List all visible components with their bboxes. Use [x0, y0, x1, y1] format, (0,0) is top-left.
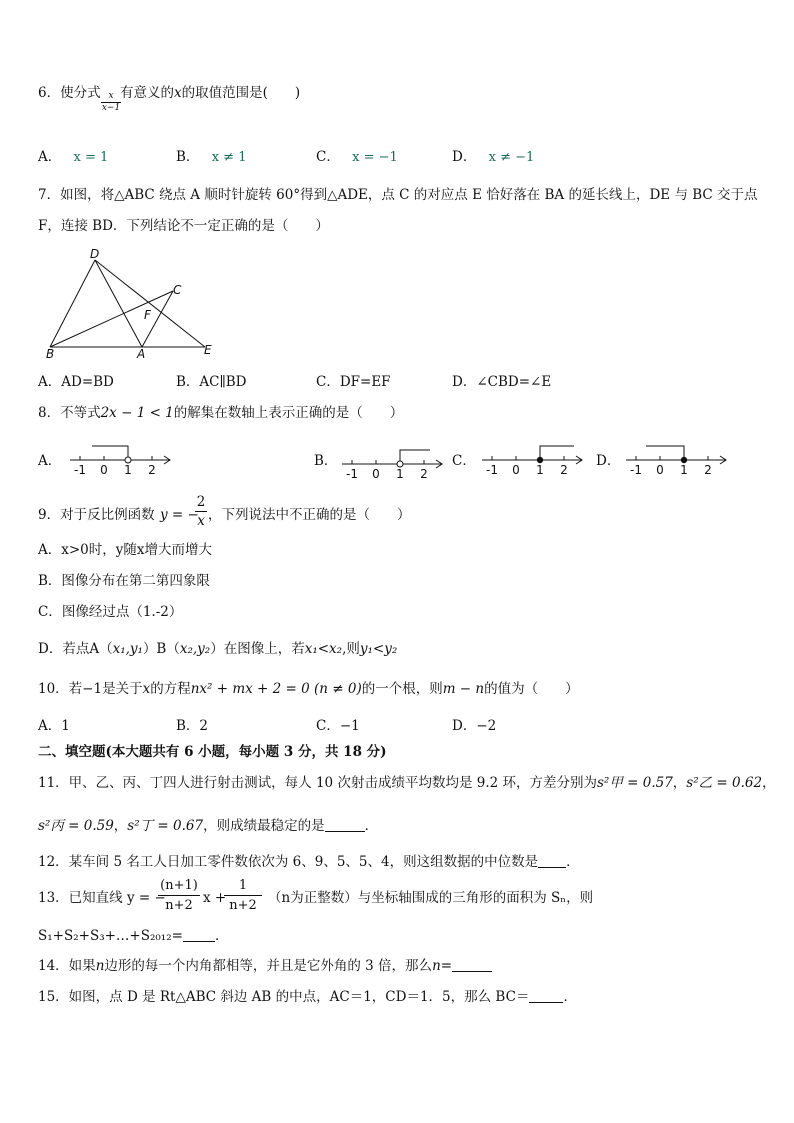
label-c: C [173, 283, 182, 297]
section-2-heading: 二、填空题(本大题共有 6 小题，每小题 3 分，共 18 分) [38, 744, 387, 760]
answer-blank[interactable] [529, 990, 563, 1003]
q7-line1: 7．如图，将△ABC 绕点 A 顺时针旋转 60°得到△ADE，点 C 的对应点 E 恰好落在 BA 的延长线上，DE 与 BC 交于点 [38, 187, 758, 203]
tick-label: 1 [536, 463, 544, 477]
q7-figure [40, 246, 220, 362]
expression: m − n [442, 681, 485, 697]
q7-option-d[interactable]: D．∠CBD=∠E [452, 374, 552, 390]
q9-func-lhs: y = − [160, 507, 199, 523]
question-8 [38, 404, 403, 422]
answer-blank[interactable] [538, 855, 566, 868]
q6-option-c[interactable] [316, 148, 398, 167]
q7-option-b[interactable]: B．AC∥BD [176, 374, 247, 390]
q7-option-c[interactable]: C．DF=EF [316, 374, 391, 390]
line-bc [50, 291, 173, 347]
option-value: x = 1 [73, 150, 109, 165]
text: ． [214, 928, 229, 944]
q9-text-b: ，下列说法中不正确的是（ ） [208, 507, 411, 523]
variance-ding: s²丁 = 0.67 [127, 818, 204, 834]
q9-option-c[interactable]: C．图像经过点（1.-2） [38, 604, 183, 620]
line-da [95, 260, 142, 347]
frac-num: (n+1) [158, 876, 200, 896]
q9-frac-den: x [197, 513, 205, 529]
tick-label: -1 [486, 463, 498, 477]
q10-option-b[interactable]: B．2 [176, 718, 209, 734]
text: D．若点A（ [38, 641, 113, 657]
q10-option-c[interactable]: C．−1 [316, 718, 360, 734]
question-10 [38, 680, 579, 698]
tick-label: 2 [420, 467, 428, 480]
text: 的方程 [150, 681, 191, 697]
q13-text-b: （n为正整数）与坐标轴围成的三角形的面积为 Sₙ，则 [268, 890, 594, 906]
tick-label: 2 [704, 463, 712, 477]
tick-label: 1 [396, 467, 404, 480]
q13-fraction-1 [158, 876, 200, 915]
q6-option-a[interactable] [38, 148, 108, 167]
variance-bing: s²丙 = 0.59 [38, 818, 114, 834]
line-de [95, 260, 205, 347]
q9-frac-num: 2 [196, 494, 206, 510]
frac-den: n+2 [229, 898, 257, 913]
var: n [95, 958, 105, 974]
point-1: x₁,y₁ [112, 641, 143, 657]
q11-line2 [38, 817, 378, 835]
label-f: F [144, 308, 151, 322]
q10-option-a[interactable]: A．1 [38, 718, 70, 734]
text: 的值为（ ） [484, 681, 579, 697]
answer-blank[interactable] [183, 929, 215, 942]
q8-number-line-b[interactable] [338, 442, 448, 480]
q6-option-d[interactable] [452, 148, 534, 167]
text: ）在图像上，若 [210, 641, 305, 657]
q8-option-a-label[interactable]: A． [38, 453, 62, 469]
answer-blank[interactable] [452, 959, 492, 972]
label-e: E [204, 343, 212, 357]
option-label: D． [452, 149, 477, 165]
q7-option-a[interactable]: A．AD=BD [38, 374, 114, 390]
text: 15．如图，点 D 是 Rt△ABC 斜边 AB 的中点，AC＝1，CD＝1．5，那么 BC＝ [38, 989, 530, 1005]
variance-jia: s²甲 = 0.57 [597, 775, 673, 791]
solution-bracket [400, 450, 430, 460]
option-label: A． [38, 149, 62, 165]
q8-text-a: 8．不等式 [38, 405, 101, 421]
text: S₁+S₂+S₃+…+S₂₀₁₂= [38, 928, 183, 944]
q6-fraction [101, 91, 121, 114]
tick-label: 0 [656, 463, 664, 477]
var: n= [432, 958, 453, 974]
q13-mid: x + [203, 890, 227, 906]
q8-option-b-label[interactable]: B． [314, 453, 338, 469]
q6-suffix2: 的取值范围是( ) [181, 85, 301, 101]
text: ，则成绩最稳定的是 [203, 818, 325, 834]
frac-num: 1 [224, 876, 262, 896]
variance-yi: s²乙 = 0.62 [686, 775, 763, 791]
text: ． [364, 818, 379, 834]
tick-label: -1 [630, 463, 642, 477]
tick-label: 1 [124, 463, 132, 477]
text: ）B（ [142, 641, 180, 657]
q8-number-line-a[interactable] [66, 440, 176, 478]
tick-label: -1 [74, 463, 86, 477]
result: y₁<y₂ [359, 641, 398, 657]
line-db [50, 260, 95, 347]
q9-option-a[interactable]: A．x>0时，y随x增大而增大 [38, 542, 213, 558]
equation: nx² + mx + 2 = 0 (n ≠ 0) [190, 681, 362, 697]
option-value: x ≠ −1 [488, 150, 535, 165]
frac-den: n+2 [165, 898, 193, 913]
question-14 [38, 957, 492, 975]
tick-label: 0 [372, 467, 380, 480]
tick-label: 0 [512, 463, 520, 477]
q7-line2: F，连接 BD．下列结论不一定正确的是（ ） [38, 218, 329, 234]
q9-option-d[interactable] [38, 640, 397, 658]
var: x [142, 681, 151, 697]
option-label: C． [316, 149, 340, 165]
label-b: B [46, 347, 55, 361]
solution-bracket [646, 446, 684, 456]
q6-text: 6．使分式 [38, 85, 101, 101]
text: ， [113, 818, 128, 834]
option-value: x = −1 [352, 150, 398, 165]
tick-label: 2 [560, 463, 568, 477]
question-12 [38, 853, 580, 871]
q9-fraction [195, 493, 207, 530]
label-d: D [90, 247, 100, 261]
option-label: B． [176, 149, 200, 165]
point-2: x₂,y₂ [179, 641, 211, 657]
text: 14．如果 [38, 958, 96, 974]
question-15 [38, 988, 577, 1006]
q8-text-b: 的解集在数轴上表示正确的是（ ） [173, 405, 404, 421]
option-value: x ≠ 1 [211, 150, 247, 165]
solution-bracket [540, 446, 574, 456]
q13-text-a: 13．已知直线 y = − [38, 890, 166, 906]
q6-frac-num: x [101, 91, 121, 103]
text: ， [672, 775, 687, 791]
q6-option-b[interactable] [176, 148, 246, 167]
q6-var: x [174, 85, 182, 101]
q8-option-c-label[interactable]: C． [452, 453, 476, 469]
q6-text-rest [120, 84, 300, 102]
question-6 [38, 84, 101, 102]
q13-line2 [38, 927, 228, 945]
text: 11．甲、乙、丙、丁四人进行射击测试，每人 10 次射击成绩平均数均是 9.2 环，方差分别为 [38, 775, 597, 791]
text: ,则 [342, 641, 360, 657]
label-a: A [137, 347, 146, 361]
text: 边形的每一个内角都相等，并且是它外角的 3 倍，那么 [104, 958, 433, 974]
q8-expr: 2x − 1 < 1 [100, 405, 174, 421]
answer-blank[interactable] [325, 819, 365, 832]
text: 的一个根，则 [361, 681, 443, 697]
q8-number-line-c[interactable] [478, 440, 588, 478]
q9-option-b[interactable]: B．图像分布在第二第四象限 [38, 573, 210, 589]
text: ． [563, 989, 577, 1005]
text: ． [566, 854, 580, 870]
condition: x₁<x₂ [304, 641, 343, 657]
solution-bracket [92, 446, 128, 456]
q8-number-line-d[interactable] [622, 440, 732, 478]
tick-label: 0 [100, 463, 108, 477]
tick-label: -1 [346, 467, 358, 480]
text: 10．若−1是关于 [38, 681, 143, 697]
q10-option-d[interactable]: D．−2 [452, 718, 497, 734]
q6-frac-den: x−1 [101, 103, 121, 113]
tick-label: 1 [680, 463, 688, 477]
q9-text-a: 9．对于反比例函数 [38, 507, 155, 523]
q6-suffix: 有意义的 [120, 85, 174, 101]
q8-option-d-label[interactable]: D． [596, 453, 621, 469]
q11-line1 [38, 774, 776, 792]
text: 12．某车间 5 名工人日加工零件数依次为 6、9、5、5、4，则这组数据的中位数是 [38, 854, 539, 870]
q13-fraction-2 [224, 876, 262, 915]
tick-label: 2 [148, 463, 156, 477]
text: ， [762, 775, 776, 791]
